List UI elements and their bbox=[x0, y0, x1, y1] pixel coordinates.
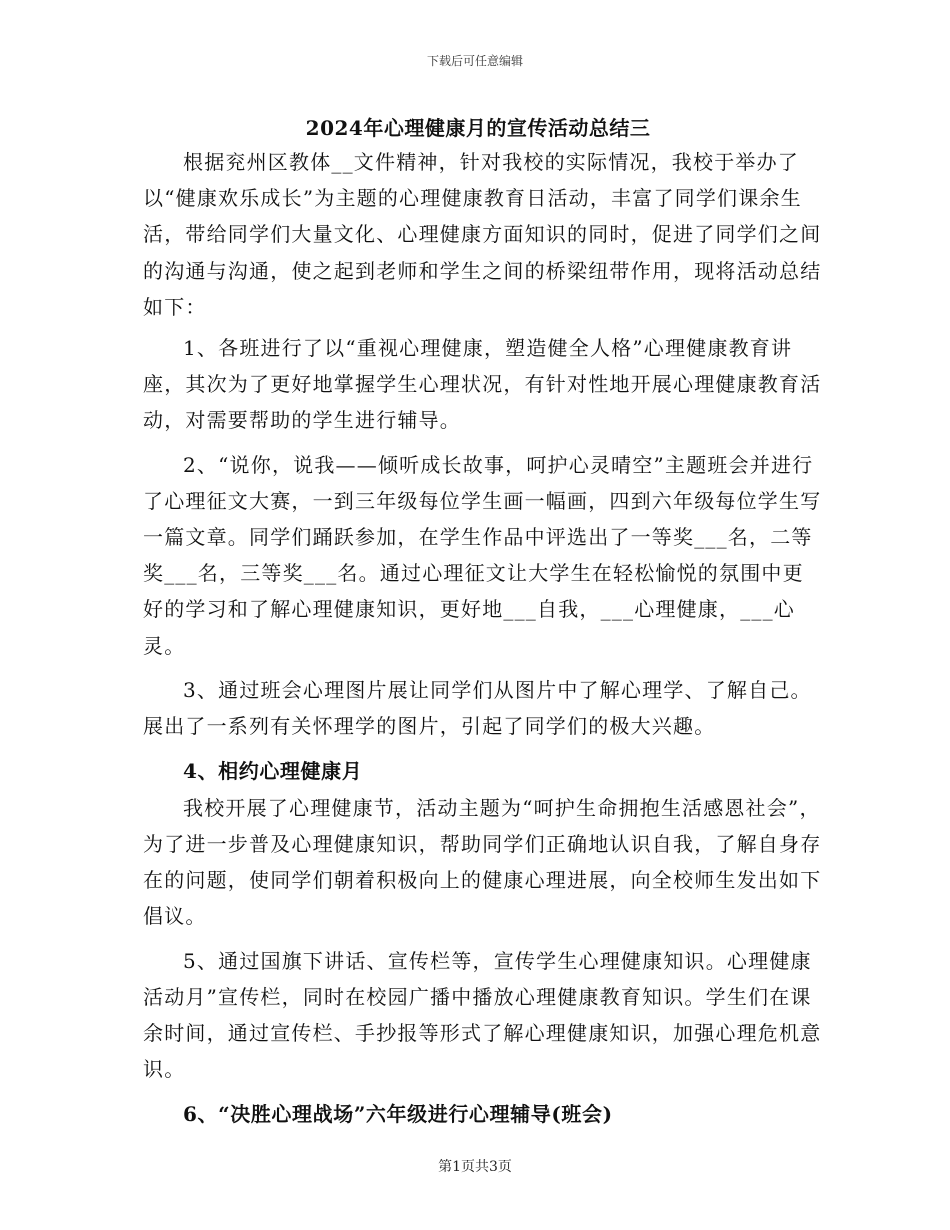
paragraph-intro: 根据兖州区教体__文件精神，针对我校的实际情况，我校于举办了以“健康欢乐成长”为主题的心理健康教育日活动，丰富了同学们课余生活，带给同学们大量文化、心理健康方面知识的同时，促进了同学们之间的沟通与沟通，使之起到老师和学生之间的桥梁纽带作用，现将活动总结如下： bbox=[143, 150, 822, 319]
paragraph-item-2: 2、“说你，说我——倾听成长故事，呵护心灵晴空”主题班会并进行了心理征文大赛，一到三年级每位学生画一幅画，四到六年级每位学生写一篇文章。同学们踊跃参加，在学生作品中评选出了一等奖___名，二等奖___名，三等奖___名。通过心理征文让大学生在轻松愉悦的氛围中更好的学习和了解心理健康知识，更好地___自我，___心理健康，___心灵。 bbox=[143, 452, 822, 658]
page-footer-note: 第1页共3页 bbox=[438, 1159, 512, 1175]
paragraph-item-3: 3、通过班会心理图片展让同学们从图片中了解心理学、了解自己。展出了一系列有关怀理学的图片，引起了同学们的极大兴趣。 bbox=[143, 677, 812, 738]
document-body bbox=[143, 112, 823, 1133]
page-header-note: 下载后可任意编辑 bbox=[426, 54, 523, 68]
paragraph-item-1: 1、各班进行了以“重视心理健康，塑造健全人格”心理健康教育讲座，其次为了更好地掌握学生心理状况，有针对性地开展心理健康教育活动，对需要帮助的学生进行辅导。 bbox=[143, 336, 822, 433]
paragraph-item-4: 我校开展了心理健康节，活动主题为“呵护生命拥抱生活感恩社会”，为了进一步普及心理健康知识，帮助同学们正确地认识自我，了解自身存在的问题，使同学们朝着积极向上的健康心理进展，向全校师生发出如下倡议。 bbox=[143, 795, 822, 929]
section-heading-6: 6、“决胜心理战场”六年级进行心理辅导(班会) bbox=[183, 1102, 613, 1127]
paragraph-item-5: 5、通过国旗下讲话、宣传栏等，宣传学生心理健康知识。心理健康活动月”宣传栏，同时在校园广播中播放心理健康教育知识。学生们在课余时间，通过宣传栏、手抄报等形式了解心理健康知识，加强心理危机意识。 bbox=[143, 948, 822, 1082]
section-heading-4: 4、相约心理健康月 bbox=[183, 758, 363, 783]
document-title: 2024年心理健康月的宣传活动总结三 bbox=[305, 116, 651, 140]
